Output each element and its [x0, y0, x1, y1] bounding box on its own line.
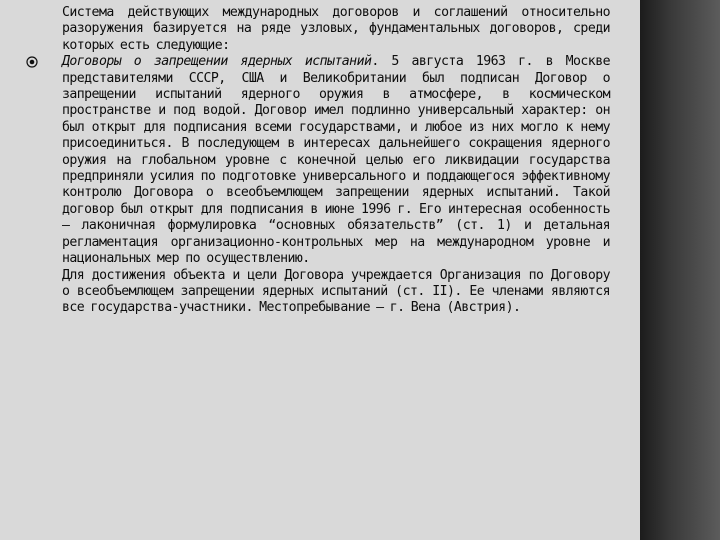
treaty-heading: Договоры о запрещении ядерных испытаний: [62, 54, 372, 70]
right-decorative-band: [640, 0, 720, 540]
organization-paragraph: Для достижения объекта и цели Договора учреждается Организация по Договору о всеобъемлющем запрещении ядерных испытаний (ст. II). Ее членами являются все государства-участники. Местопребывание – г. Вена (Австрия).: [62, 267, 610, 316]
treaty-description: . 5 августа 1963 г. в Москве представителями СССР, США и Великобритании был подписан Договор о запрещении испытаний ядерного оружия в атмосфере, в космическом пространстве и под водой. Договор имел подлинно универсальный характер: он был открыт для подписания всеми государствами, и любое из них могло к нему присоединиться. В последующем в интересах дальнейшего сокращения ядерного оружия на глобальном уровне с конечной целью его ликвидации государства предприняли усилия по подготовке универсального и поддающегося эффективному контролю Договора о всеобъемлющем запрещении ядерных испытаний. Такой договор был открыт для подписания в июне 1996 г. Его интересная особенность – лаконичная формулировка “основных обязательств” (ст. 1) и детальная регламентация организационно-контрольных мер на международном уровне и национальных мер по осуществлению.: [62, 54, 610, 267]
intro-paragraph: Система действующих международных договоров и соглашений относительно разоружения базируется на ряде узловых, фундаментальных договоров, среди которых есть следующие:: [62, 5, 610, 53]
circled-bullet-icon: [26, 56, 38, 68]
treaty-bullet-paragraph: [62, 54, 610, 267]
slide-text-body: [62, 5, 610, 317]
